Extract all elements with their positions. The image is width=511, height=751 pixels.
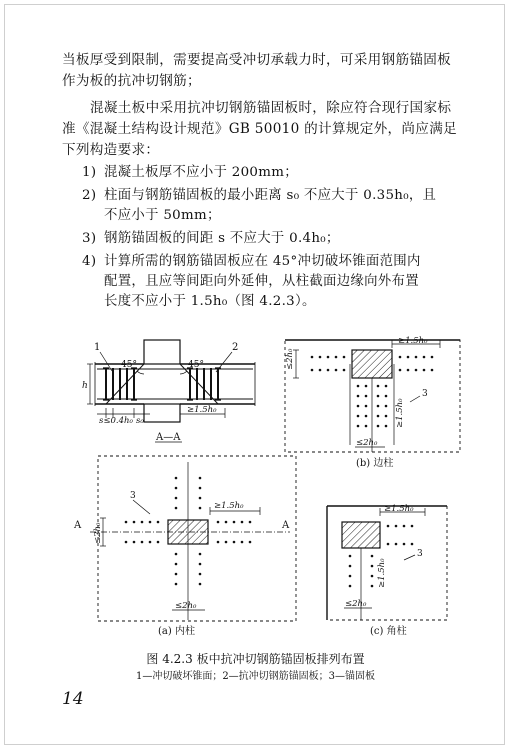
section-a-a: [87, 340, 255, 442]
section-marker-left: A: [74, 520, 82, 531]
paragraph-2-line-2: 准《混凝土结构设计规范》GB 50010 的计算规定外，尚应满足: [62, 121, 457, 137]
callout-3-interior: 3: [130, 491, 136, 501]
requirement-number: 4): [82, 254, 97, 269]
section-title: A—A: [156, 432, 181, 443]
requirement-text: 不应小于 50mm；: [104, 208, 221, 223]
subcaption-b: (b) 边柱: [356, 458, 394, 469]
subcaption-c: (c) 角柱: [370, 626, 407, 637]
figure-caption: 图 4.2.3 板中抗冲切钢筋锚固板排列布置: [146, 652, 365, 666]
requirement-text: 长度不应小于 1.5h₀（图 4.2.3）。: [104, 294, 316, 309]
paragraph-2-line-3: 下列构造要求：: [62, 142, 160, 158]
dim-2h0-corner: ≤2h₀: [345, 599, 367, 609]
requirement-text: 钢筋锚固板的间距 s 不应大于 0.4h₀；: [104, 231, 340, 246]
dim-1-5h0-interior: ≥1.5h₀: [214, 501, 244, 511]
requirement-text: 计算所需的钢筋锚固板应在 45°冲切破坏锥面范围内: [104, 254, 421, 269]
dim-s0: s₀: [136, 416, 144, 426]
requirement-number: 3): [82, 231, 97, 246]
dim-2h0-edge: ≤2h₀: [356, 438, 378, 448]
dim-2h0-edge-vertical: ≤2h₀: [285, 348, 295, 370]
requirement-text: 配置，且应等间距向外延伸，从柱截面边缘向外布置: [104, 274, 419, 289]
dim-2h0-interior-vertical: ≤2h₀: [93, 522, 103, 544]
dim-1-5h0-section: ≥1.5h₀: [187, 405, 217, 415]
angle-label-right: 45°: [188, 360, 204, 370]
subcaption-a: (a) 内柱: [158, 626, 195, 637]
dim-1-5h0-edge-vertical: ≥1.5h₀: [395, 398, 405, 428]
paragraph-1-line-1: 当板厚受到限制，需要提高受冲切承载力时，可采用钢筋锚固板: [62, 52, 452, 68]
paragraph-2-line-1: 混凝土板中采用抗冲切钢筋锚固板时，除应符合现行国家标: [90, 100, 452, 116]
callout-2: 2: [232, 342, 239, 353]
requirement-text: 柱面与钢筋锚固板的最小距离 s₀ 不应大于 0.35h₀，且: [104, 188, 437, 203]
dim-h: h: [82, 381, 88, 391]
interior-column-labels: [73, 491, 290, 637]
interior-column-plan: [90, 456, 296, 621]
dim-1-5h0-corner-vertical: ≥1.5h₀: [377, 558, 387, 588]
section-marker-right: A: [282, 520, 290, 531]
callout-1: 1: [94, 342, 101, 353]
dim-1-5h0-corner: ≥1.5h₀: [384, 504, 414, 514]
angle-label-left: 45°: [121, 360, 137, 370]
figure-legend: 1—冲切破坏锥面；2—抗冲切钢筋锚固板；3—锚固板: [135, 671, 376, 682]
requirement-text: 混凝土板厚不应小于 200mm；: [104, 165, 298, 180]
requirement-number: 1): [82, 165, 97, 180]
dim-1-5h0-edge: ≥1.5h₀: [398, 336, 428, 346]
paragraph-1-line-2: 作为板的抗冲切钢筋；: [62, 73, 201, 89]
callout-3-corner: 3: [417, 549, 423, 559]
dim-s: s≤0.4h₀: [99, 416, 133, 426]
requirement-number: 2): [82, 188, 97, 203]
callout-3-edge: 3: [422, 389, 428, 399]
page-number: 14: [62, 689, 84, 709]
dim-2h0-interior: ≤2h₀: [175, 601, 197, 611]
